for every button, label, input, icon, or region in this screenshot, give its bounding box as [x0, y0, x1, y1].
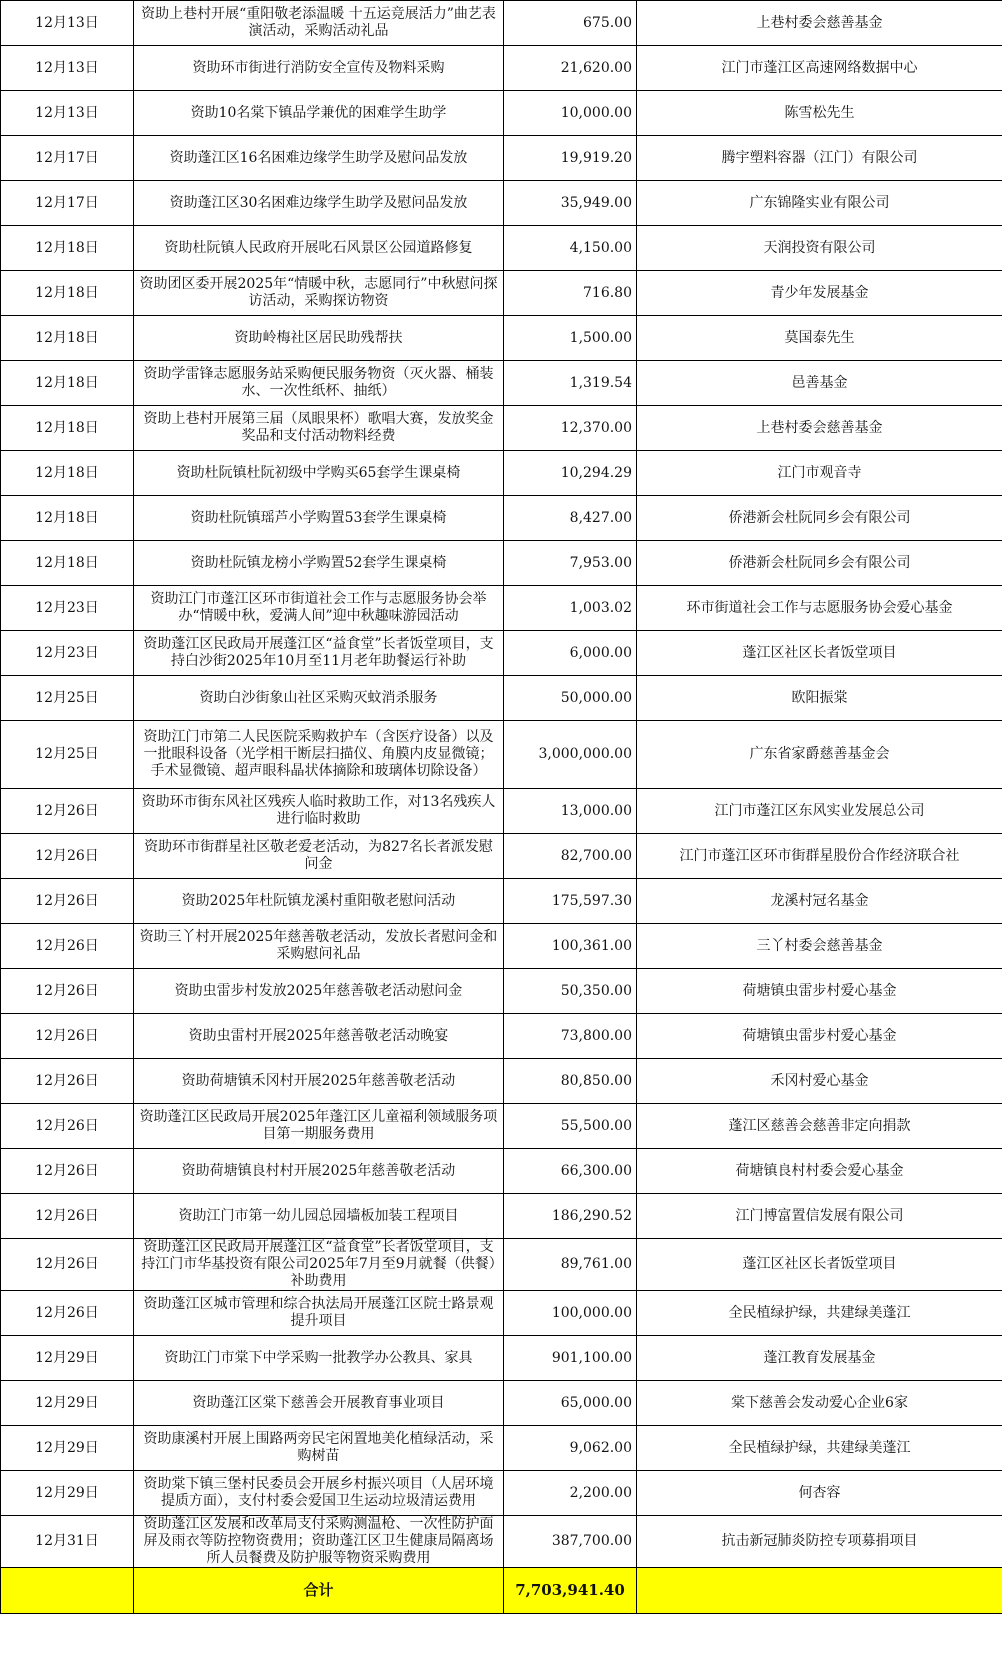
row-donor: 陈雪松先生 [637, 91, 1002, 136]
row-donor: 全民植绿护绿，共建绿美蓬江 [637, 1291, 1002, 1336]
row-date: 12月26日 [1, 1291, 134, 1336]
row-date: 12月29日 [1, 1426, 134, 1471]
table-row [1, 1291, 1002, 1336]
row-purpose: 资助杜阮镇杜阮初级中学购买65套学生课桌椅 [134, 451, 504, 496]
row-purpose: 资助环市街群星社区敬老爱老活动，为827名长者派发慰问金 [134, 834, 504, 879]
table-row [1, 1426, 1002, 1471]
row-amount: 10,000.00 [504, 91, 637, 136]
row-amount: 387,700.00 [504, 1516, 637, 1568]
table-row [1, 1059, 1002, 1104]
table-row [1, 1381, 1002, 1426]
row-date: 12月18日 [1, 226, 134, 271]
row-date: 12月13日 [1, 46, 134, 91]
row-amount: 66,300.00 [504, 1149, 637, 1194]
row-amount: 73,800.00 [504, 1014, 637, 1059]
row-purpose: 资助上巷村开展“重阳敬老添温暖 十五运竞展活力”曲艺表演活动，采购活动礼品 [134, 1, 504, 46]
row-purpose: 资助杜阮镇龙榜小学购置52套学生课桌椅 [134, 541, 504, 586]
row-purpose: 资助蓬江区16名困难边缘学生助学及慰问品发放 [134, 136, 504, 181]
row-purpose: 资助白沙街象山社区采购灭蚊消杀服务 [134, 676, 504, 721]
row-donor: 侨港新会杜阮同乡会有限公司 [637, 541, 1002, 586]
row-donor: 青少年发展基金 [637, 271, 1002, 316]
row-donor: 棠下慈善会发动爱心企业6家 [637, 1381, 1002, 1426]
row-amount: 7,953.00 [504, 541, 637, 586]
row-amount: 12,370.00 [504, 406, 637, 451]
row-purpose: 资助学雷锋志愿服务站采购便民服务物资（灭火器、桶装水、一次性纸杯、抽纸） [134, 361, 504, 406]
row-donor: 腾宇塑料容器（江门）有限公司 [637, 136, 1002, 181]
row-donor: 江门市蓬江区高速网络数据中心 [637, 46, 1002, 91]
table-row [1, 451, 1002, 496]
row-date: 12月26日 [1, 1014, 134, 1059]
row-date: 12月17日 [1, 136, 134, 181]
table-row [1, 1471, 1002, 1516]
table-row [1, 924, 1002, 969]
total-donor [637, 1568, 1002, 1614]
row-donor: 江门市蓬江区东风实业发展总公司 [637, 789, 1002, 834]
row-date: 12月26日 [1, 879, 134, 924]
row-donor: 三丫村委会慈善基金 [637, 924, 1002, 969]
row-purpose: 资助荷塘镇良村村开展2025年慈善敬老活动 [134, 1149, 504, 1194]
row-donor: 欧阳振棠 [637, 676, 1002, 721]
row-purpose: 资助荷塘镇禾冈村开展2025年慈善敬老活动 [134, 1059, 504, 1104]
row-date: 12月26日 [1, 1104, 134, 1149]
table-row [1, 91, 1002, 136]
table-row [1, 1336, 1002, 1381]
table-row [1, 721, 1002, 789]
table-row [1, 271, 1002, 316]
table-row [1, 879, 1002, 924]
row-amount: 35,949.00 [504, 181, 637, 226]
row-amount: 1,500.00 [504, 316, 637, 361]
row-date: 12月18日 [1, 406, 134, 451]
row-date: 12月26日 [1, 834, 134, 879]
table-row [1, 136, 1002, 181]
table-row [1, 406, 1002, 451]
row-amount: 13,000.00 [504, 789, 637, 834]
row-purpose: 资助蓬江区30名困难边缘学生助学及慰问品发放 [134, 181, 504, 226]
total-amount: 7,703,941.40 [504, 1568, 637, 1614]
table-row [1, 1239, 1002, 1291]
row-amount: 175,597.30 [504, 879, 637, 924]
row-purpose: 资助虫雷村开展2025年慈善敬老活动晚宴 [134, 1014, 504, 1059]
row-donor: 环市街道社会工作与志愿服务协会爱心基金 [637, 586, 1002, 631]
table-row [1, 969, 1002, 1014]
row-date: 12月13日 [1, 91, 134, 136]
row-donor: 蓬江区慈善会慈善非定向捐款 [637, 1104, 1002, 1149]
row-purpose: 资助江门市第一幼儿园总园墙板加装工程项目 [134, 1194, 504, 1239]
table-row [1, 789, 1002, 834]
row-purpose: 资助康溪村开展上围路两旁民宅闲置地美化植绿活动，采购树苗 [134, 1426, 504, 1471]
row-amount: 100,361.00 [504, 924, 637, 969]
row-date: 12月18日 [1, 361, 134, 406]
row-date: 12月26日 [1, 924, 134, 969]
row-purpose: 资助环市街进行消防安全宣传及物料采购 [134, 46, 504, 91]
row-date: 12月26日 [1, 1194, 134, 1239]
row-donor: 广东省家爵慈善基金会 [637, 721, 1002, 789]
row-purpose: 资助蓬江区发展和改革局支付采购测温枪、一次性防护面屏及雨衣等防控物资费用；资助蓬江区卫生健康局隔离场所人员餐费及防护服等物资采购费用 [134, 1516, 504, 1568]
row-amount: 50,350.00 [504, 969, 637, 1014]
row-purpose: 资助杜阮镇人民政府开展叱石风景区公园道路修复 [134, 226, 504, 271]
row-date: 12月26日 [1, 1149, 134, 1194]
row-date: 12月18日 [1, 316, 134, 361]
table-row [1, 586, 1002, 631]
row-amount: 4,150.00 [504, 226, 637, 271]
row-donor: 上巷村委会慈善基金 [637, 406, 1002, 451]
row-date: 12月29日 [1, 1381, 134, 1426]
row-purpose: 资助江门市蓬江区环市街道社会工作与志愿服务协会举办“情暖中秋，爱满人间”迎中秋趣味游园活动 [134, 586, 504, 631]
row-donor: 何杏容 [637, 1471, 1002, 1516]
row-purpose: 资助团区委开展2025年“情暖中秋，志愿同行”中秋慰问探访活动，采购探访物资 [134, 271, 504, 316]
row-donor: 禾冈村爱心基金 [637, 1059, 1002, 1104]
row-donor: 全民植绿护绿，共建绿美蓬江 [637, 1426, 1002, 1471]
table-row [1, 1149, 1002, 1194]
row-amount: 50,000.00 [504, 676, 637, 721]
row-date: 12月26日 [1, 1059, 134, 1104]
row-donor: 抗击新冠肺炎防控专项募捐项目 [637, 1516, 1002, 1568]
row-amount: 10,294.29 [504, 451, 637, 496]
row-purpose: 资助棠下镇三堡村民委员会开展乡村振兴项目（人居环境提质方面），支付村委会爱国卫生运动垃圾清运费用 [134, 1471, 504, 1516]
total-label: 合计 [134, 1568, 504, 1614]
row-amount: 9,062.00 [504, 1426, 637, 1471]
row-donor: 蓬江区社区长者饭堂项目 [637, 631, 1002, 676]
row-purpose: 资助上巷村开展第三届（凤眼果杯）歌唱大赛，发放奖金奖品和支付活动物料经费 [134, 406, 504, 451]
row-amount: 2,200.00 [504, 1471, 637, 1516]
row-purpose: 资助蓬江区民政局开展蓬江区“益食堂”长者饭堂项目，支持白沙街2025年10月至11月老年助餐运行补助 [134, 631, 504, 676]
row-purpose: 资助蓬江区民政局开展2025年蓬江区儿童福利领域服务项目第一期服务费用 [134, 1104, 504, 1149]
table-row [1, 676, 1002, 721]
row-amount: 1,003.02 [504, 586, 637, 631]
row-amount: 89,761.00 [504, 1239, 637, 1291]
table-row [1, 496, 1002, 541]
table-row [1, 1516, 1002, 1568]
table-row [1, 1, 1002, 46]
row-purpose: 资助环市街东风社区残疾人临时救助工作，对13名残疾人进行临时救助 [134, 789, 504, 834]
row-date: 12月23日 [1, 586, 134, 631]
row-purpose: 资助10名棠下镇品学兼优的困难学生助学 [134, 91, 504, 136]
row-amount: 80,850.00 [504, 1059, 637, 1104]
row-amount: 8,427.00 [504, 496, 637, 541]
row-amount: 1,319.54 [504, 361, 637, 406]
row-purpose: 资助江门市棠下中学采购一批教学办公教具、家具 [134, 1336, 504, 1381]
row-donor: 江门市观音寺 [637, 451, 1002, 496]
row-donor: 荷塘镇虫雷步村爱心基金 [637, 1014, 1002, 1059]
table-row [1, 1104, 1002, 1149]
total-label-spacer [1, 1568, 134, 1614]
row-amount: 716.80 [504, 271, 637, 316]
table-row [1, 316, 1002, 361]
row-purpose: 资助江门市第二人民医院采购救护车（含医疗设备）以及一批眼科设备（光学相干断层扫描仪、角膜内皮显微镜；手术显微镜、超声眼科晶状体摘除和玻璃体切除设备） [134, 721, 504, 789]
row-donor: 江门市蓬江区环市街群星股份合作经济联合社 [637, 834, 1002, 879]
row-amount: 21,620.00 [504, 46, 637, 91]
row-date: 12月18日 [1, 271, 134, 316]
table-row [1, 1194, 1002, 1239]
table-row [1, 541, 1002, 586]
row-date: 12月18日 [1, 541, 134, 586]
table-body [1, 1, 1002, 1568]
row-donor: 荷塘镇虫雷步村爱心基金 [637, 969, 1002, 1014]
row-purpose: 资助虫雷步村发放2025年慈善敬老活动慰问金 [134, 969, 504, 1014]
row-amount: 186,290.52 [504, 1194, 637, 1239]
row-purpose: 资助蓬江区棠下慈善会开展教育事业项目 [134, 1381, 504, 1426]
table-row [1, 1014, 1002, 1059]
row-date: 12月26日 [1, 969, 134, 1014]
row-donor: 侨港新会杜阮同乡会有限公司 [637, 496, 1002, 541]
row-amount: 100,000.00 [504, 1291, 637, 1336]
row-donor: 蓬江教育发展基金 [637, 1336, 1002, 1381]
table-row [1, 46, 1002, 91]
row-amount: 901,100.00 [504, 1336, 637, 1381]
row-amount: 675.00 [504, 1, 637, 46]
row-amount: 65,000.00 [504, 1381, 637, 1426]
table-row [1, 181, 1002, 226]
row-date: 12月17日 [1, 181, 134, 226]
row-purpose: 资助岭梅社区居民助残帮扶 [134, 316, 504, 361]
row-date: 12月26日 [1, 789, 134, 834]
row-donor: 上巷村委会慈善基金 [637, 1, 1002, 46]
row-amount: 19,919.20 [504, 136, 637, 181]
total-row [1, 1568, 1002, 1614]
row-date: 12月18日 [1, 451, 134, 496]
row-amount: 6,000.00 [504, 631, 637, 676]
row-date: 12月13日 [1, 1, 134, 46]
row-date: 12月29日 [1, 1336, 134, 1381]
table-row [1, 631, 1002, 676]
row-donor: 莫国泰先生 [637, 316, 1002, 361]
row-donor: 天润投资有限公司 [637, 226, 1002, 271]
row-date: 12月25日 [1, 676, 134, 721]
row-donor: 荷塘镇良村村委会爱心基金 [637, 1149, 1002, 1194]
row-purpose: 资助三丫村开展2025年慈善敬老活动，发放长者慰问金和采购慰问礼品 [134, 924, 504, 969]
row-donor: 龙溪村冠名基金 [637, 879, 1002, 924]
row-date: 12月23日 [1, 631, 134, 676]
row-donor: 广东锦隆实业有限公司 [637, 181, 1002, 226]
row-purpose: 资助蓬江区民政局开展蓬江区“益食堂”长者饭堂项目，支持江门市华基投资有限公司2025年7月至9月就餐（供餐）补助费用 [134, 1239, 504, 1291]
row-date: 12月18日 [1, 496, 134, 541]
table-row [1, 361, 1002, 406]
row-date: 12月31日 [1, 1516, 134, 1568]
table-row [1, 226, 1002, 271]
row-purpose: 资助杜阮镇瑶芦小学购置53套学生课桌椅 [134, 496, 504, 541]
row-donor: 蓬江区社区长者饭堂项目 [637, 1239, 1002, 1291]
row-donor: 邑善基金 [637, 361, 1002, 406]
row-date: 12月25日 [1, 721, 134, 789]
row-amount: 3,000,000.00 [504, 721, 637, 789]
row-purpose: 资助2025年杜阮镇龙溪村重阳敬老慰问活动 [134, 879, 504, 924]
table-row [1, 834, 1002, 879]
row-purpose: 资助蓬江区城市管理和综合执法局开展蓬江区院士路景观提升项目 [134, 1291, 504, 1336]
row-donor: 江门博富置信发展有限公司 [637, 1194, 1002, 1239]
row-amount: 82,700.00 [504, 834, 637, 879]
row-amount: 55,500.00 [504, 1104, 637, 1149]
row-date: 12月29日 [1, 1471, 134, 1516]
row-date: 12月26日 [1, 1239, 134, 1291]
